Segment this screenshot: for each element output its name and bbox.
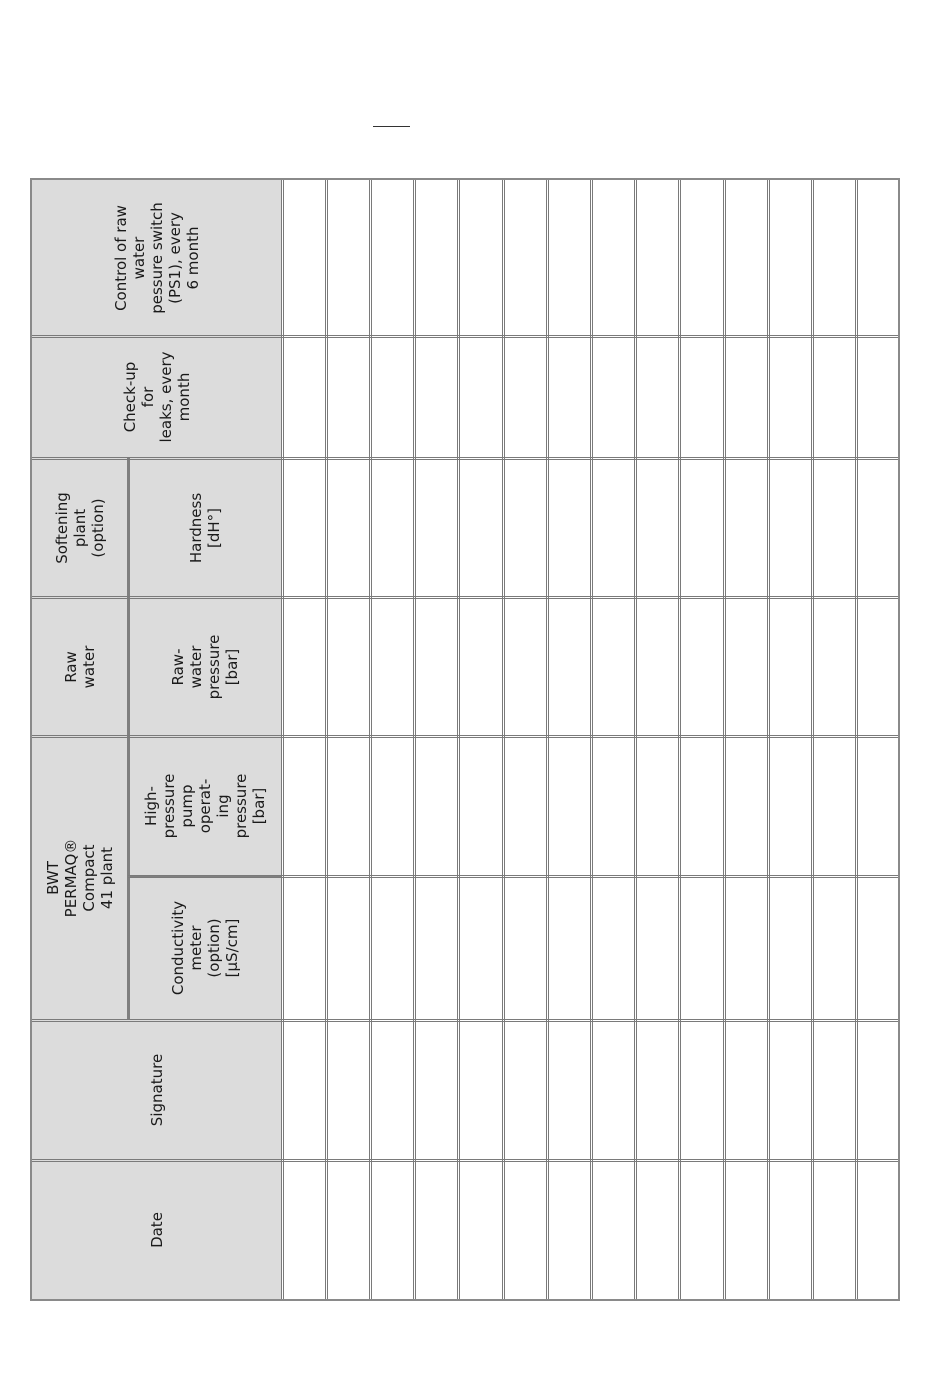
row-divider — [678, 180, 681, 1299]
header-raw-water-group — [32, 597, 128, 736]
header-group-divider — [127, 458, 130, 1020]
row-divider — [457, 180, 460, 1299]
row-divider — [369, 180, 372, 1299]
top-mark — [373, 126, 410, 127]
header-conductivity-label: Conductivity meter (option) [µS/cm] — [169, 900, 241, 996]
header-hardness-label: Hardness [dH°] — [187, 492, 223, 563]
header-leak-check — [32, 336, 282, 458]
header-hp-pump-label: High-pressure pump operat- ing pressure [bar] — [142, 773, 268, 839]
row-divider — [281, 180, 284, 1299]
row-divider — [767, 180, 770, 1299]
header-conductivity — [128, 876, 282, 1020]
header-raw-water-pressure — [128, 597, 282, 736]
divider — [128, 875, 898, 878]
row-divider — [502, 180, 505, 1299]
header-date-label: Date — [148, 1211, 166, 1248]
row-divider — [325, 180, 328, 1299]
maintenance-log-form — [30, 178, 900, 1301]
header-raw-water-pressure-label: Raw-water pressure [bar] — [169, 634, 241, 699]
row-divider — [590, 180, 593, 1299]
header-hardness — [128, 458, 282, 597]
header-signature — [32, 1020, 282, 1160]
row-divider — [634, 180, 637, 1299]
header-ps1-control — [32, 180, 282, 336]
header-plant-group — [32, 736, 128, 1020]
header-hp-pump — [128, 736, 282, 876]
header-leak-check-label: Check-up for leaks, every month — [121, 351, 193, 443]
header-raw-water-group-label: Raw water — [62, 645, 98, 688]
header-plant-group-label: BWT PERMAQ® Compact 41 plant — [44, 838, 116, 918]
row-divider — [546, 180, 549, 1299]
header-signature-label: Signature — [148, 1053, 166, 1127]
row-divider — [413, 180, 416, 1299]
header-date — [32, 1160, 282, 1299]
header-softening-group-label: Softening plant (option) — [53, 491, 107, 564]
header-ps1-control-label: Control of raw water pessure switch (PS1), every 6 month — [112, 202, 202, 314]
row-divider — [723, 180, 726, 1299]
row-divider — [855, 180, 858, 1299]
row-divider — [811, 180, 814, 1299]
header-softening-group — [32, 458, 128, 597]
